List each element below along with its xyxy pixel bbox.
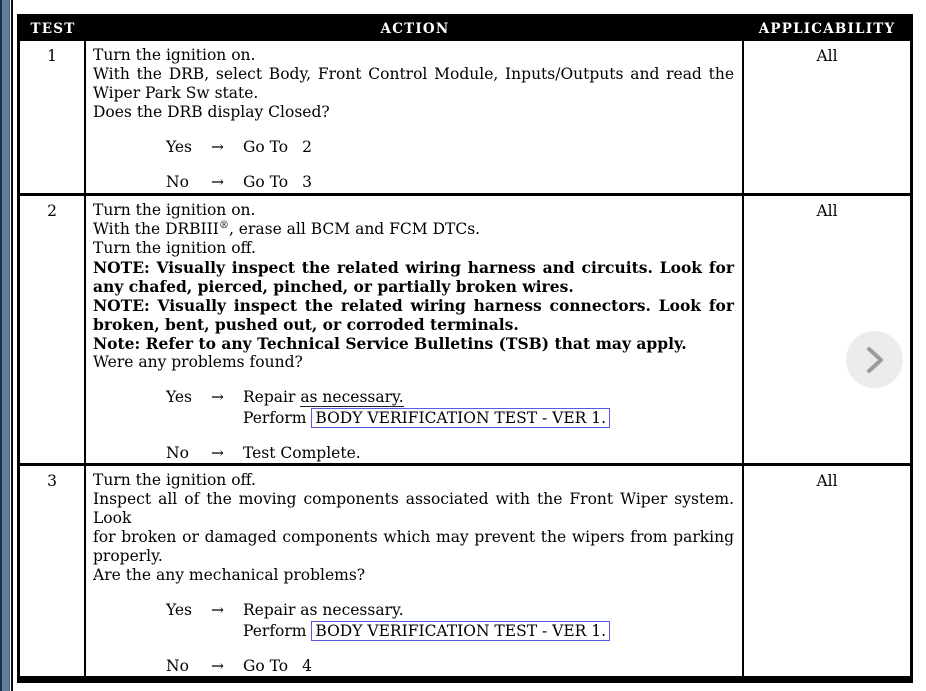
decision-result: [243, 600, 734, 641]
action-line: [93, 220, 734, 239]
decision-result: [243, 172, 734, 192]
decision-answer: No: [166, 657, 189, 675]
decision-result: Test Complete.: [243, 444, 361, 462]
link-body-verification-test[interactable]: BODY VERIFICATION TEST - VER 1.: [311, 408, 610, 428]
next-page-button[interactable]: [846, 331, 903, 388]
action-line: Turn the ignition off.: [93, 471, 256, 489]
action-line: Turn the ignition on.: [93, 201, 256, 219]
action-question: Are the any mechanical problems?: [93, 566, 366, 584]
applicability-value: All: [816, 47, 838, 65]
decision-text: Repair: [243, 388, 301, 406]
column-header-test: TEST: [30, 21, 76, 37]
decision-line: [243, 622, 610, 640]
decision-yes: [93, 387, 734, 428]
column-header-applicability: APPLICABILITY: [758, 21, 896, 37]
action-text: , erase all BCM and FCM DTCs.: [228, 220, 481, 238]
action-line: Turn the ignition on.: [93, 46, 256, 64]
action-line: Turn the ignition off.: [93, 239, 256, 257]
decision-text-underlined: as necessary.: [300, 388, 404, 406]
applicability-value: All: [816, 472, 838, 490]
decision-yes: [93, 137, 734, 157]
decision-yes: [93, 600, 734, 641]
table-row: [20, 41, 910, 193]
decision-text: Perform: [243, 622, 312, 640]
column-header-action: ACTION: [380, 21, 450, 37]
link-body-verification-test[interactable]: BODY VERIFICATION TEST - VER 1.: [311, 621, 610, 641]
decision-answer: No: [166, 444, 189, 462]
decision-verb: Go To: [243, 138, 289, 156]
decision-target: 3: [302, 173, 312, 191]
action-question: Were any problems found?: [93, 353, 303, 371]
action-cell: [86, 466, 744, 676]
test-number: 1: [20, 41, 86, 193]
decision-answer: Yes: [166, 138, 193, 156]
note-line: NOTE: Visually inspect the related wiring harness and circuits. Look for: [93, 258, 734, 277]
decision-verb: Go To: [243, 173, 289, 191]
page-frame-line: [11, 0, 13, 691]
registered-mark: ®: [218, 219, 229, 231]
decision-no: [93, 172, 734, 192]
table-header-row: [20, 17, 910, 41]
decision-result: [243, 656, 734, 676]
arrow-right-icon: →: [211, 138, 224, 156]
decision-result: [243, 387, 734, 428]
action-line: With the DRB, select Body, Front Control Module, Inputs/Outputs and read the: [93, 65, 734, 83]
note-line: any chafed, pierced, pinched, or partially broken wires.: [93, 277, 574, 296]
action-cell: [86, 196, 744, 463]
decision-text: Perform: [243, 409, 312, 427]
table-row: [20, 193, 910, 463]
decision-line: [243, 388, 404, 407]
decision-verb: Go To: [243, 657, 289, 675]
decision-line: [243, 409, 610, 427]
action-line: for broken or damaged components which may prevent the wipers from parking: [93, 528, 734, 546]
test-number: 3: [20, 466, 86, 676]
window-edge-bar: [2, 0, 10, 691]
diagnostic-test-table: [17, 14, 913, 683]
chevron-right-icon: [863, 345, 887, 375]
action-cell: [86, 41, 744, 193]
decision-result: [243, 137, 734, 157]
arrow-right-icon: →: [211, 657, 224, 675]
arrow-right-icon: →: [211, 444, 224, 462]
arrow-right-icon: →: [211, 601, 224, 619]
action-line: properly.: [93, 547, 163, 565]
action-text: With the DRBIII: [93, 220, 219, 238]
note-line: NOTE: Visually inspect the related wiring harness connectors. Look for: [93, 296, 734, 315]
note-line: broken, bent, pushed out, or corroded terminals.: [93, 315, 519, 334]
decision-target: 2: [302, 138, 312, 156]
note-line: Note: Refer to any Technical Service Bulletins (TSB) that may apply.: [93, 334, 687, 353]
arrow-right-icon: →: [211, 173, 224, 191]
decision-answer: Yes: [166, 601, 193, 619]
arrow-right-icon: →: [211, 388, 224, 406]
decision-target: 4: [302, 657, 312, 675]
action-question: Does the DRB display Closed?: [93, 103, 330, 121]
test-number: 2: [20, 196, 86, 463]
table-row: [20, 463, 910, 676]
action-line: Wiper Park Sw state.: [93, 84, 259, 102]
decision-answer: No: [166, 173, 189, 191]
action-line: Inspect all of the moving components associated with the Front Wiper system. Look: [93, 490, 734, 527]
decision-line: Repair as necessary.: [243, 601, 404, 619]
decision-answer: Yes: [166, 388, 193, 406]
decision-no: [93, 656, 734, 676]
applicability-value: All: [816, 202, 838, 220]
decision-no: [93, 443, 734, 463]
